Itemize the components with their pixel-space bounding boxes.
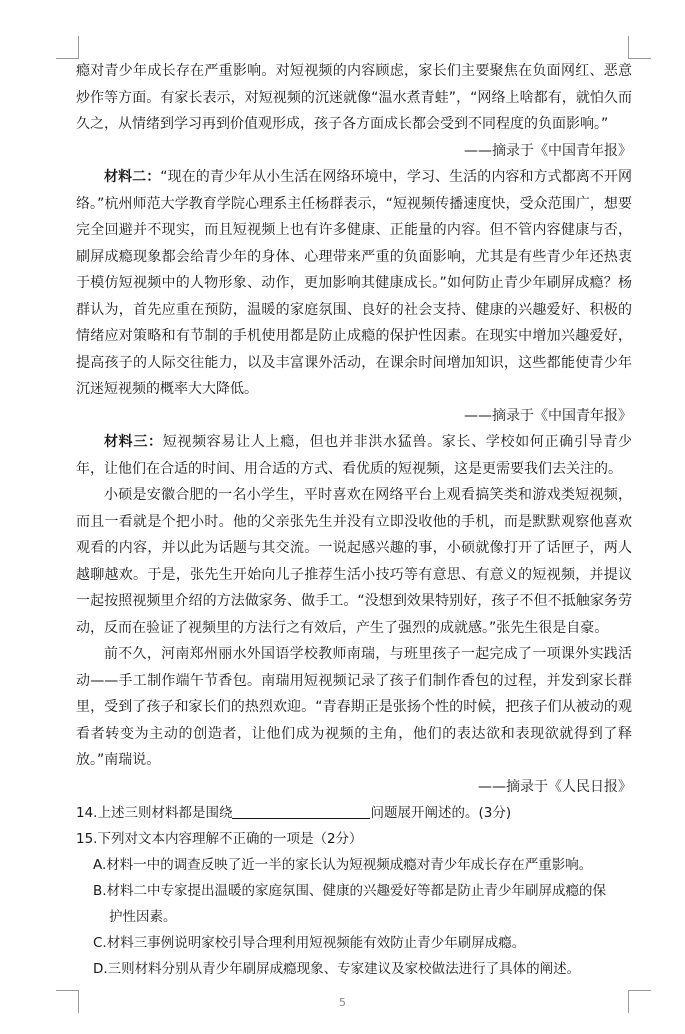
question-14-prefix: 14.上述三则材料都是围绕: [76, 805, 233, 821]
material-2-label: 材料二：: [104, 169, 161, 185]
material-2-paragraph: [76, 164, 632, 403]
page-content: [76, 58, 632, 982]
option-c[interactable]: C.材料三事例说明家校引导合理利用短视频能有效防止青少年刷屏成瘾。: [93, 935, 526, 951]
crop-mark-top-right: [628, 36, 651, 59]
question-14-suffix: 问题展开阐述的。(3分): [370, 805, 512, 821]
answer-blank[interactable]: [232, 804, 370, 819]
question-14: [76, 800, 632, 826]
material-2-text: “现在的青少年从小生活在网络环境中，学习、生活的内容和方式都离不开网络。”杭州师范大学教育学院心理系主任杨群表示，“短视频传播速度快，受众范围广，想要完全回避并不现实，而且短视频上也有许多健康、正能量的内容。但不管内容健康与否，刷屏成瘾现象都会给青少年的身体、心理带来严重的负面影响，尤其是有些青少年还热衷于模仿短视频中的人物形象、动作，更加影响其健康成长。”如何防止青少年刷屏成瘾？杨群认为，首先应重在预防，温暖的家庭氛围、良好的社会支持、健康的兴趣爱好、积极的情绪应对策略和有节制的手机使用都是防止成瘾的保护性因素。在现实中增加兴趣爱好，提高孩子的人际交往能力，以及丰富课外活动，在课余时间增加知识，这些都能使青少年沉迷短视频的概率大大降低。: [76, 169, 632, 397]
option-a[interactable]: A.材料一中的调查反映了近一半的家长认为短视频成瘾对青少年成长存在严重影响。: [93, 857, 593, 873]
material-1-continuation: 瘾对青少年成长存在严重影响。对短视频的内容顾虑，家长们主要聚焦在负面网红、恶意炒作等方面。有家长表示，对短视频的沉迷就像“温水煮青蛙”，“网络上啥都有，就怕久而久之，从情绪到学习再到价值观形成，孩子各方面成长都会受到不同程度的负面影响。”: [76, 63, 632, 132]
material-3-paragraph-2: 小硕是安徽合肥的一名小学生，平时喜欢在网络平台上观看搞笑类和游戏类短视频，而且一看就是个把小时。他的父亲张先生并没有立即没收他的手机，而是默默观察他喜欢观看的内容，并以此为话题与其交流。一说起感兴趣的事，小硕就像打开了话匣子，两人越聊越欢。于是，张先生开始向儿子推荐生活小技巧等有意思、有意义的短视频，并提议一起按照视频里介绍的方法做家务、做手工。“没想到效果特别好，孩子不但不抵触家务劳动，反而在验证了视频里的方法行之有效后，产生了强烈的成就感。”张先生很是自豪。: [76, 487, 632, 636]
material-3-paragraph-3: 前不久，河南郑州丽水外国语学校教师南瑞，与班里孩子一起完成了一项课外实践活动——手工制作端午节香包。南瑞用短视频记录了孩子们制作香包的过程，并发到家长群里，受到了孩子和家长们的热烈欢迎。“青春期正是张扬个性的时候，把孩子们从被动的观看者转变为主动的创造者，让他们成为视频的主角，他们的表达欲和表现欲就得到了释放。”南瑞说。: [76, 646, 632, 768]
source-citation-1: ——摘录于《中国青年报》: [464, 142, 632, 159]
page-number: 5: [339, 996, 346, 1009]
option-d[interactable]: D.三则材料分别从青少年刷屏成瘾现象、专家建议及家校做法进行了具体的阐述。: [93, 961, 581, 977]
source-citation-2: ——摘录于《中国青年报》: [464, 407, 632, 424]
source-citation-3: ——摘录于《人民日报》: [478, 778, 632, 795]
material-3-paragraph: [76, 429, 632, 482]
option-b-continuation: 护性因素。: [109, 909, 177, 925]
option-b[interactable]: B.材料二中专家提出温暖的家庭氛围、健康的兴趣爱好等都是防止青少年刷屏成瘾的保: [93, 883, 607, 899]
crop-mark-top-left: [56, 36, 79, 59]
question-15-stem: 15.下列对文本内容理解不正确的一项是（2分）: [76, 831, 363, 847]
material-3-text: 短视频容易让人上瘾，但也并非洪水猛兽。家长、学校如何正确引导青少年，让他们在合适的时间、用合适的方式、看优质的短视频，这是更需要我们去关注的。: [76, 434, 633, 477]
material-3-label: 材料三：: [104, 434, 163, 450]
